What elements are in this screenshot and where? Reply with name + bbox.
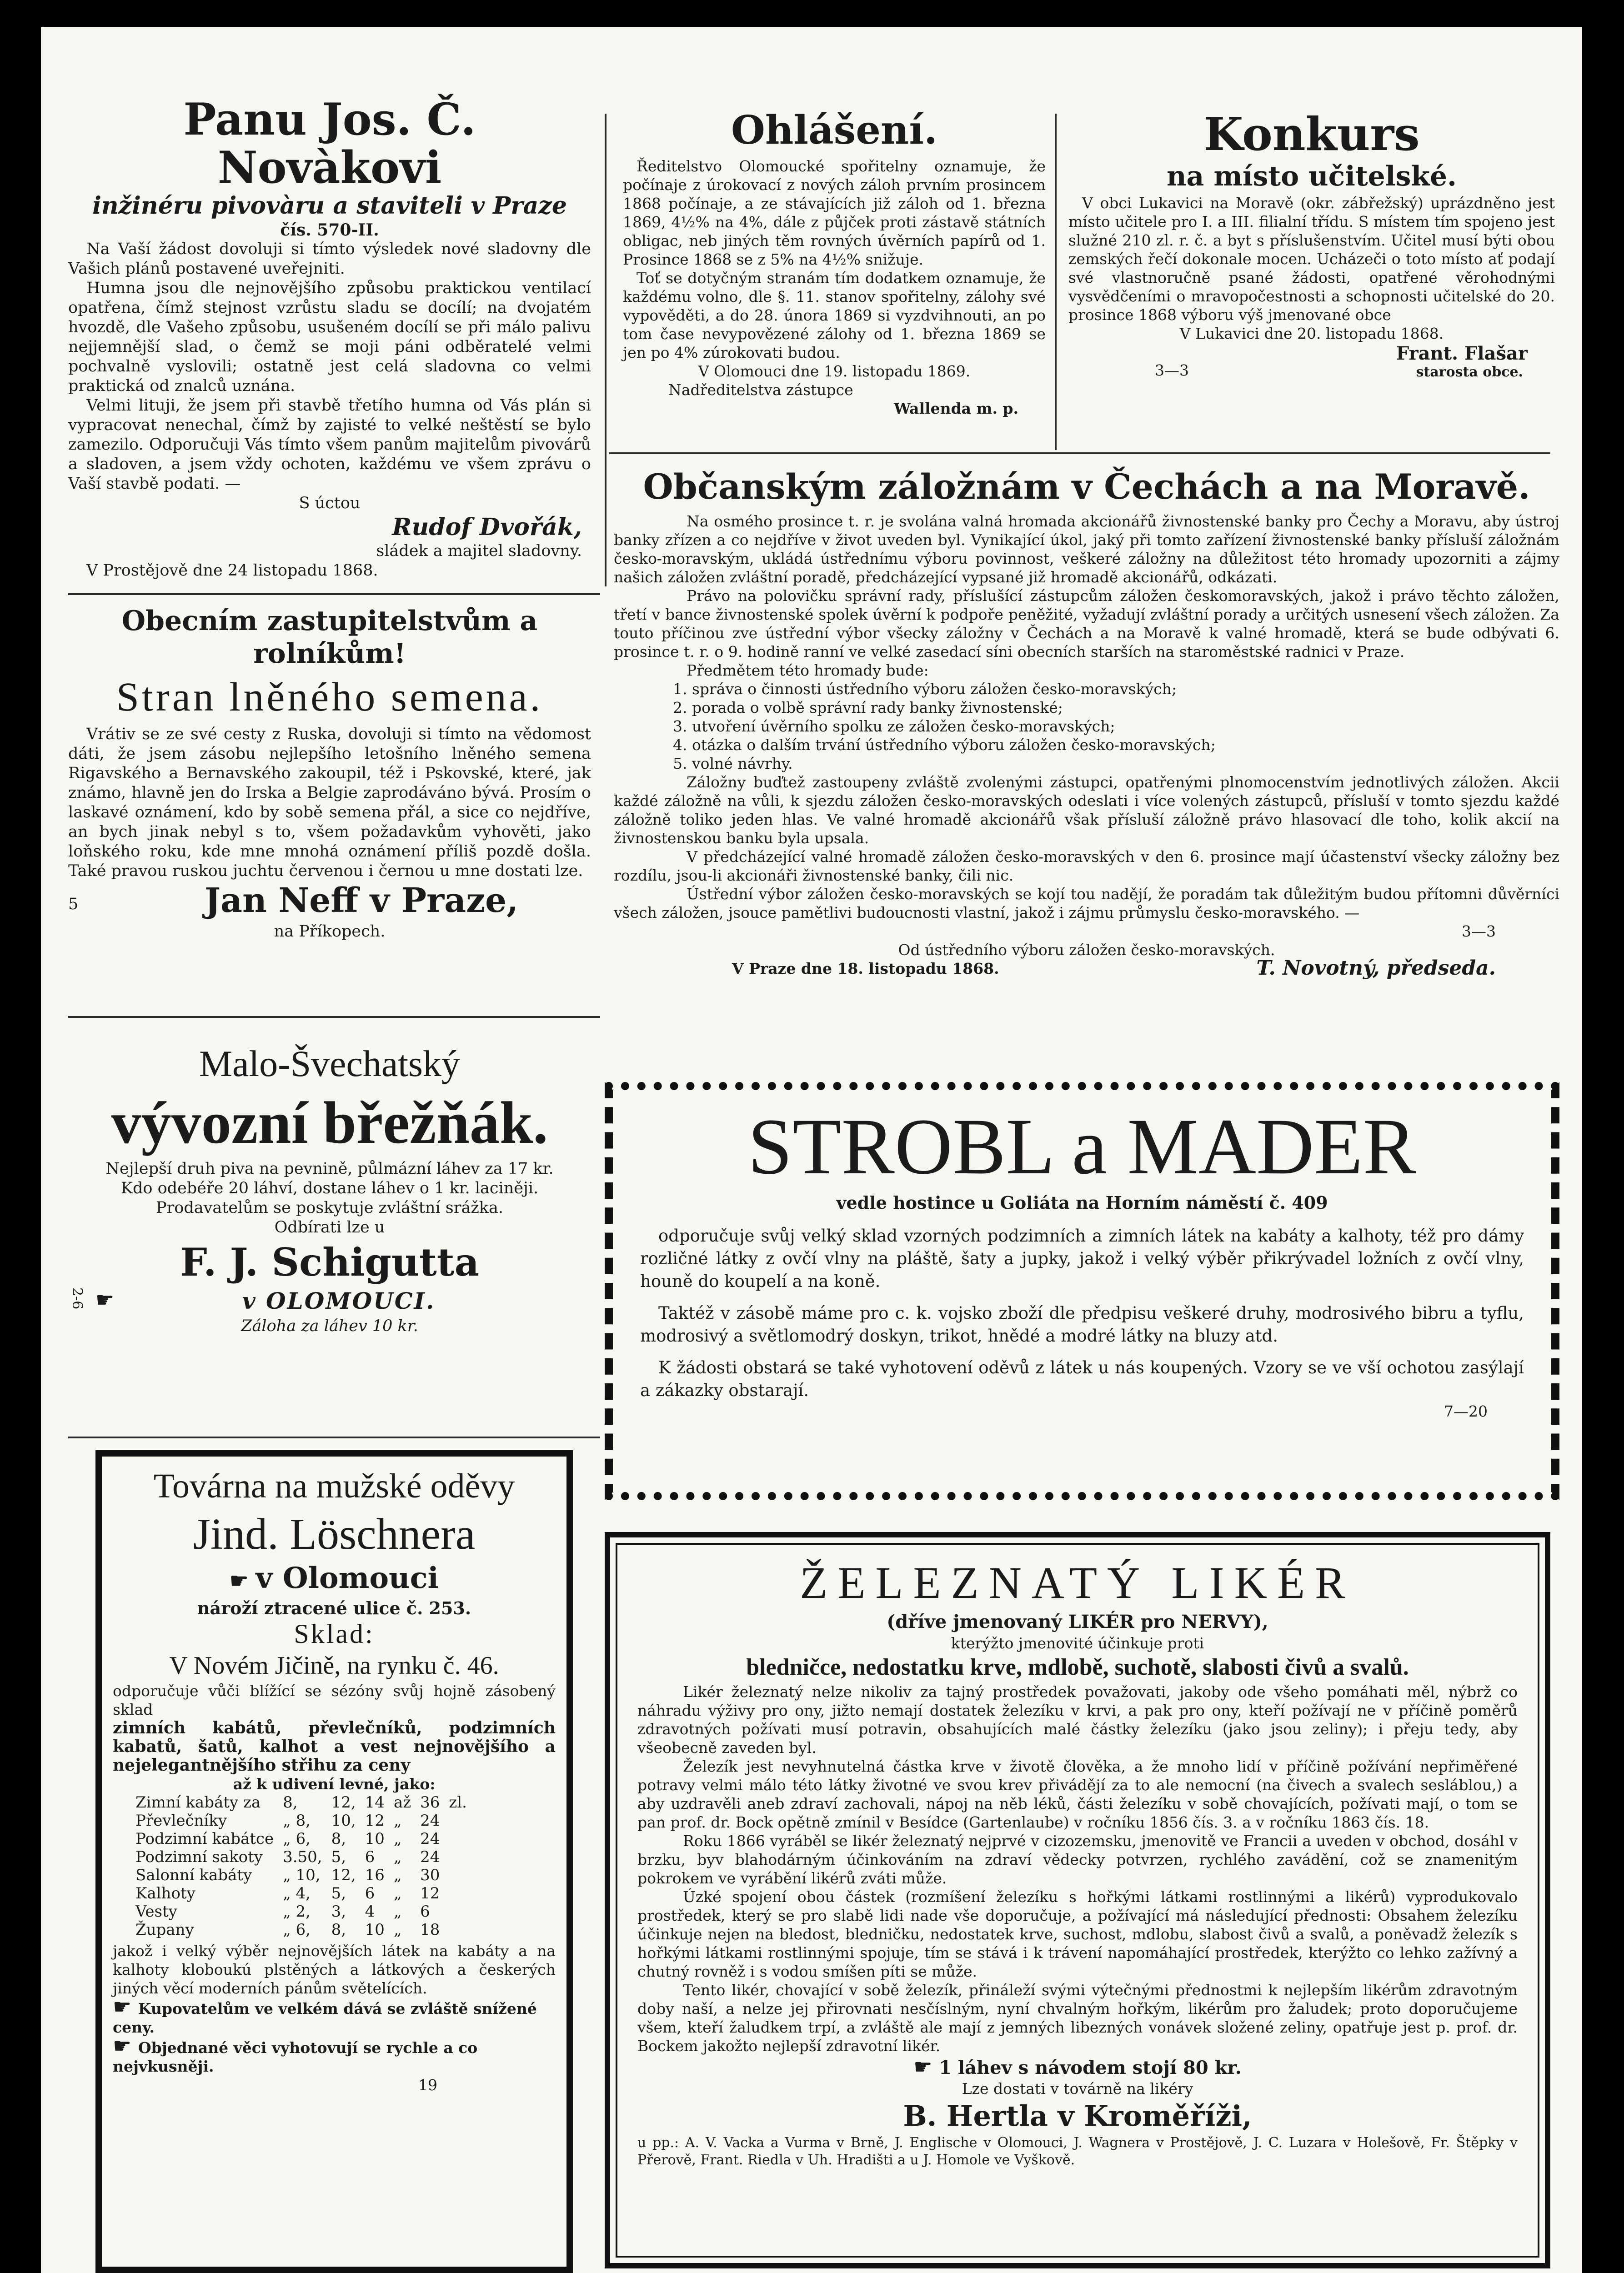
price-row (131, 1793, 471, 1812)
price-row (131, 1866, 471, 1884)
price-cell (444, 1848, 471, 1866)
agenda-item: 4. otázka o dalším trvání ústředního výboru záložen česko-moravských; (673, 736, 1216, 754)
price-cell (444, 1903, 471, 1921)
signature-line: Nadředitelstva zástupce (668, 381, 853, 399)
pointing-hand-icon: ☛ (95, 1287, 115, 1312)
paragraph: odporučuje vůči blížící se sézóny svůj hojně zásobený sklad (113, 1682, 556, 1718)
price-cell: „ (393, 1848, 402, 1866)
ad-title: Ohlášení. (731, 107, 938, 153)
date: V Lukavici dne 20. listopadu 1868. (1179, 325, 1444, 342)
paragraph: Odbírati lze u (274, 1218, 385, 1237)
paragraph: jakož i velký výběr nejnovějších látek na kabáty a na kalhoty kloboukú plstěných a látkových a českerých jiných věcí moderních pánům světelících. (113, 1942, 556, 1997)
ad-flax-seed (68, 605, 591, 941)
price-cell: „ (393, 1921, 402, 1939)
advertiser-name: Jan Neff v Praze, (205, 881, 518, 920)
advertiser-city: v Olomouci (256, 1561, 439, 1595)
ad-teacher-competition (1068, 109, 1555, 384)
price-cell: „ 6, (283, 1921, 311, 1939)
paragraph: Likér železnatý nelze nikoliv za tajný prostředek považovati, jakoby ode všeho pomáhati měl, nýbrž co náhradu výživy pro ony, jižto nemají dostatek železíku v krvi, a pak pro ony, kteří požívají ne v příčině poměrů zdravotných požívati musí potravin, obsahujících malé částky železíku (jako jsou zeliny); i přeju tedy, aby všeobecně zaveden byl. (637, 1683, 1518, 1757)
price-cell: „ (393, 1830, 402, 1848)
ad-title: Jind. Löschnera (193, 1510, 476, 1559)
date: V Olomouci dne 19. listopadu 1869. (698, 362, 971, 380)
price-cell: 3.50, (283, 1848, 322, 1866)
agenda-item: 5. volné návrhy. (673, 755, 793, 773)
from-line: Od ústředního výboru záložen česko-moravských. (898, 941, 1275, 959)
price-cell: 36 (420, 1793, 440, 1812)
paragraph: Toť se dotyčným stranám tím dodatkem oznamuje, že každému volno, dle §. 11. stanov spořitelny, zálohy své vypověděti, a do 28. února 1869 si vyzdvihnouti, an po tom čase nevypovězené zálohy od 1. března 1869 se jen po 4% zúrokovati budou. (623, 269, 1046, 361)
price-cell: Vesty (135, 1903, 177, 1921)
paragraph: odporučuje svůj velký sklad vzorných podzimních a zimních látek na kabáty a kalhoty, též pro dámy rozličné látky z ovčí vlny na pláště, šaty a jupky, jakož i velký výběr přikrývadel ložních z ovčí vlny, houně do koupelí a na koně. (640, 1226, 1524, 1291)
agenda-heading: Předmětem této hromady bude: (687, 661, 929, 680)
advertiser-location: na Příkopech. (274, 922, 386, 941)
price-cell: 4 (365, 1903, 375, 1921)
availability: Lze dostati v továrně na likéry (962, 2080, 1193, 2098)
ad-savings-bank (623, 109, 1046, 418)
deposit-note: Záloha za láhev 10 kr. (241, 1317, 418, 1335)
price-row (131, 1921, 471, 1939)
price-cell: „ (393, 1884, 402, 1903)
price-cell: „ (393, 1812, 402, 1830)
ad-line2: vývozní břežňák. (111, 1089, 548, 1156)
price-cell: 6 (365, 1848, 375, 1866)
price-row (131, 1848, 471, 1866)
advertiser-name: F. J. Schigutta (180, 1240, 479, 1285)
price-cell: 10 (365, 1921, 385, 1939)
paragraph: Ústřední výbor záložen česko-moravských se kojí tou nadějí, že poradám tak důležitým budou přítomni důvěrníci všech záložen, jsouce pamětlivi budoucnosti vlastní, jakož i zájmu průmyslu česko-moravského. — (614, 885, 1559, 922)
side-mark: 2-6 (69, 1287, 85, 1310)
paragraph: Taktéž v zásobě máme pro c. k. vojsko zboží dle předpisu veškeré druhy, modrosivého bibru a tyflu, modrosivý a světlomodrý doskyn, trikot, hnědé a modré látky na bluzy atd. (640, 1303, 1524, 1346)
paragraph: V předcházející valné hromadě záložen česko-moravských v den 6. prosince mají účastenství všecky záložny bez rozdílu, jsou-li akcionáři živnostenské banky, čili nic. (614, 848, 1559, 885)
price-cell (444, 1866, 471, 1884)
price-cell (444, 1921, 471, 1939)
price-cell: „ 2, (283, 1903, 311, 1921)
ad-subtitle: (dříve jmenovaný LIKÉR pro NERVY), (887, 1611, 1268, 1632)
price-cell: „ (393, 1903, 402, 1921)
price-cell: 24 (420, 1848, 440, 1866)
paragraph: zimních kabátů, převlečníků, podzimních kabatů, šatů, kalhot a vest nejnovějšího a nejelegantnějšího střihu za ceny (113, 1718, 556, 1775)
note: Objednané věci vyhotovují se rychle a co nejvkusněji. (113, 2039, 478, 2075)
pointing-hand-icon: ☛ (913, 2054, 939, 2079)
agents: u pp.: A. V. Vacka a Vurma v Brně, J. Englische v Olomouci, J. Wagnera v Prostějově, J. C. Luzara v Holešově, Fr. Štěpky v Přerově, Frant. Riedla v Uh. Hradišti a u J. Homole ve Vyškově. (637, 2135, 1518, 2168)
price-cell: „ 4, (283, 1884, 311, 1903)
section-rule (68, 1016, 600, 1018)
price-cell: 30 (420, 1866, 440, 1884)
address: vedle hostince u Goliáta na Horním náměstí č. 409 (836, 1192, 1328, 1213)
ad-subtitle: na místo učitelské. (1166, 160, 1457, 192)
paragraph: Na osmého prosince t. r. je svolána valná hromada akcionářů živnostenské banky pro Čechy a Moravu, aby ústroj banky zřízen a co nejdříve v život uveden byl. Vynikající úkol, jaký při tomto zařízení živnostenské banky přísluší záložnám česko-moravským, ukládá ústřednímu výboru povinnost, veškeré záložny na důležitost této hromady upozorniti a zájmy našich záložen zvláštní poradě, předcházející vypsané již hromadě akcionářů, odkázati. (614, 512, 1559, 586)
ad-credit-unions (614, 466, 1559, 986)
signature-role: starosta obce. (1416, 364, 1523, 380)
section-rule (68, 1437, 600, 1438)
price-cell: 8, (283, 1793, 298, 1812)
pointing-hand-icon: ☛ (230, 1568, 256, 1593)
agenda-item: 1. správa o činnosti ústředního výboru záložen česko-moravských; (673, 680, 1177, 698)
paragraph: Železík jest nevyhnutelná částka krve v životě člověka, a že mnoho lidí v příčině požívání nepřiměřené potravy velmi málo této látky životné ve svou krev přivádějí za to ale nemocní (na čivech a svalech sesláblou,) a aby uzdravěli aneb zdraví zachovali, nápoj na něb léků, části železíku v sobě chovajících, požívati mají, o tom se pan prof. dr. Bock opětně zmínil v Besídce (Gartenlaube) v ročníku 1856 čís. 3. a v ročníku 1863 čís. 18. (637, 1757, 1518, 1831)
signature: T. Novotný, předseda. (1256, 956, 1496, 980)
pointing-hand-icon: ☛ (113, 1994, 138, 2019)
ad-number: čís. 570-II. (280, 220, 379, 240)
agenda-item: 3. utvoření úvěrního spolku ze záložen česko-moravských; (673, 717, 1115, 736)
price: 1 láhev s návodem stojí 80 kr. (939, 2057, 1242, 2078)
ad-subtitle: inžinéru pivovàru a staviteli v Praze (92, 192, 567, 220)
issue-mark: 7—20 (1444, 1402, 1488, 1420)
branch-address: V Novém Jičině, na rynku č. 46. (169, 1652, 499, 1680)
agenda-list (614, 680, 1559, 773)
ad-title: STROBL a MADER (748, 1102, 1416, 1191)
price-cell: 18 (420, 1921, 440, 1939)
paragraph: Nejlepší druh piva na pevnině, půlmázní láhev za 17 kr. (105, 1160, 554, 1178)
ad-beer (68, 1041, 591, 1336)
price-row (131, 1903, 471, 1921)
paragraph: Prodavatelům se poskytuje zvláštní srážka. (156, 1199, 503, 1217)
price-cell: 12, (331, 1793, 356, 1812)
paragraph: Velmi lituji, že jsem při stavbě třetího humna od Vás plán si vypracovat nenechal, čímž by zajisté to velké neštěstí se bylo zamezilo. Odporučuji Vás tímto všem panům majitelům pivovárů a sladoven, a jsem vždy ochoten, každému ve všem zprávu o Vaší stavbě podati. — (68, 396, 591, 493)
signature-role: sládek a majitel sladovny. (376, 542, 582, 561)
price-cell: zl. (449, 1793, 467, 1812)
price-cell: 12 (365, 1812, 385, 1830)
ad-strobl-frame (605, 1082, 1559, 1500)
paragraph: Ředitelstvo Olomoucké spořitelny oznamuje, že počínaje z úrokovací z nových záloh prvním prosincem 1868 počínaje, a ze stávajících již záloh od 1. března 1869, 4½% na 4%, dále z půjček proti zástavě státních obligac, neb jiných těm rovných úvěrních papírů od 1. Prosince 1868 se z 5% na 4½% snižuje. (623, 157, 1046, 268)
price-row (131, 1884, 471, 1903)
ad-title: Továrna na mužské oděvy (153, 1467, 515, 1505)
paragraph: Záložny buďtež zastoupeny zvláště zvolenými zástupci, opatřenými plnomocenstvím jednotlivých záložen. Akcii každé záložně na vůli, k sjezdu záložen česko-moravských odeslati i více volených zástupců, přísluší v tomto sjezdu každé záložně toliko jeden hlas. Ve valné hromadě akcionářů však přísluší záložně právo hlasovací dle toho, kolik akcií na živnostenskou banku byla upsala. (614, 773, 1559, 847)
price-cell: „ (393, 1866, 402, 1884)
maker: B. Hertla v Kroměříži, (903, 2099, 1252, 2133)
signature: Rudof Dvořák, (392, 513, 582, 541)
ad-title: ŽELEZNATÝ LIKÉR (800, 1557, 1355, 1608)
advertiser-city: v OLOMOUCI. (242, 1287, 436, 1314)
agenda-item: 2. porada o volbě správní rady banky živnostenské; (673, 699, 1063, 717)
ad-title: Panu Jos. Č. Novàkovi (183, 94, 476, 193)
price-cell (444, 1884, 471, 1903)
paragraph: Tento likér, chovající v sobě železík, přináleží svými výtečnými přednostmi k nejlepším likérům zdravotným doby naší, a nelze jej přirovnati nesčíslným, nyní chvalným hořkým, likérům pro žaludek; proto doporučujeme všem, kteří žaludkem trpí, a zvláště ale mají z jemných libezných vonávek složené zeliny, opatřuje jest p. prof. dr. Bockem jakožto nejlepší zdravotní likér. (637, 1981, 1518, 2055)
ad-title: Konkurs (1203, 107, 1420, 161)
ad-subtitle: kterýžto jmenovité účinkuje proti (951, 1634, 1204, 1652)
price-cell: 16 (365, 1866, 385, 1884)
price-cell: Župany (135, 1921, 194, 1939)
issue-mark: 3—3 (1462, 922, 1496, 941)
price-cell: 6 (420, 1903, 430, 1921)
price-cell: 5, (331, 1884, 346, 1903)
pointing-hand-icon: ☛ (113, 2033, 138, 2058)
note: Kupovatelům ve velkém dává se zvláště snížené ceny. (113, 2000, 537, 2036)
price-cell: 10, (331, 1812, 356, 1830)
paragraph: Vrátiv se ze své cesty z Ruska, dovoluji si tímto na vědomost dáti, že jsem zásobu nejlepšího letošního lněného semena Rigavského a Bernavského zakoupil, též i Pskovské, které, jak známo, hlavně jen do Irska a Belgie zaprodáváno bývá. Prosím o laskavé oznámení, kdo by sobě semena přál, a sice co nejdříve, an bych jinak nebyl s to, všem požadavkům vyhověti, jako loňského roku, kde mne mnohá oznámení příliš pozdě došla. Také pravou ruskou juchtu červenou i černou u mne dostati lze. (68, 725, 591, 880)
price-cell: 3, (331, 1903, 346, 1921)
newspaper-page (41, 27, 1582, 2273)
price-cell: „ 6, (283, 1830, 311, 1848)
price-cell: Zimní kabáty za (135, 1793, 261, 1812)
price-cell (444, 1830, 471, 1848)
paragraph: Kdo odebéře 20 láhví, dostane láhev o 1 kr. laciněji. (120, 1179, 539, 1197)
sklad-heading: Sklad: (294, 1619, 375, 1649)
paragraph: Právo na polovičku správní rady, příslušící zástupcům záložen českomoravských, jakož i právo těchto záložen, třetí v bance živnostenské spolek úvěrní k podpoře peněžité, vyžadují zvláštní porady a určitých usnesení všech záložen. Za touto příčinou zve ústřední výbor všecky záložny v Čechách a na Moravě k valné hromadě, která se bude odbývati 6. prosince t. r. o 9. hodině ranní ve velké zasedací síni obecních starších na staroměstské radnici v Praze. (614, 587, 1559, 661)
address: nároží ztracené ulice č. 253. (197, 1598, 471, 1618)
column-rule (605, 114, 606, 586)
price-cell: Kalhoty (135, 1884, 195, 1903)
paragraph: Na Vaší žádost dovoluji si tímto výsledek nové sladovny dle Vašich plánů postavené uveřejniti. (68, 240, 591, 278)
price-cell: 10 (365, 1830, 385, 1848)
price-cell: 24 (420, 1830, 440, 1848)
signature: Wallenda m. p. (893, 399, 1018, 417)
paragraph: Úzké spojení obou částek (rozmíšení železíku s hořkými látkami rostlinnými a likérů) vyprodukovalo prostředek, který se pro slabě lidi nade vše doporučuje, a požívající má následující přednosti: Obsahem železíku účinkuje nejen na bledost, bledničku, nedostatek krve, suchost, mdlobu, slabost čivů a svalů, a poněvadž železík s hořkými látkami rostlinnými spojuje, tím se stává i k trávení napomáhající prostředek, kterýžto co lehko zažívný a chutný rovněž i s vodou smíšen píti se může. (637, 1888, 1518, 1980)
ad-novak (68, 95, 591, 581)
price-cell: až (393, 1793, 411, 1812)
ad-iron-liqueur-frame (605, 1532, 1550, 2268)
regards: S úctou (299, 494, 361, 513)
paragraph: Roku 1866 vyráběl se likér železnatý nejprvé v cizozemsku, jmenovitě ve Francii a uveden v obchod, dosáhl v brzku, byv blahodárným účinkováním na zdraví vědecky potvrzen, rychlého zavádění, což se znamenitým pokrokem ve vyrábění likérů zváti může. (637, 1832, 1518, 1887)
price-table (131, 1793, 471, 1939)
price-cell: „ 8, (283, 1812, 311, 1830)
prices-heading: až k udivení levné, jako: (233, 1775, 436, 1793)
price-cell: 8, (331, 1921, 346, 1939)
price-cell (444, 1812, 471, 1830)
date: V Prostějově dne 24 listopadu 1868. (86, 561, 378, 580)
ad-title: Obecním zastupitelstvům a rolníkům! (121, 605, 538, 670)
ad-heading: Stran lněného semena. (116, 675, 543, 720)
paragraph: V obci Lukavici na Moravě (okr. zábřežský) uprázdněno jest místo učitele pro I. a III. filialní třídu. S místem tím spojeno jest služné 210 zl. r. č. a byt s příslušenstvím. Učitel musí býti obou zemských řečí dokonale mocen. Ucházeči o toto místo ať podají své vlastnoručně psané žádosti, opatřené věrohodnými vysvědčeními o mravopočestnosti a schopnosti učitelské do 20. prosince 1868 výboru výš jmenované obce (1068, 194, 1555, 324)
issue-mark: 3—3 (1155, 361, 1189, 379)
ad-loschner-frame (95, 1450, 573, 2273)
ad-line1: Malo-Švechatský (199, 1043, 460, 1084)
issue-mark: 19 (418, 2076, 437, 2094)
price-cell: 5, (331, 1848, 346, 1866)
price-cell: „ 10, (283, 1866, 321, 1884)
paragraph: Humna jsou dle nejnovějšího způsobu praktickou ventilací opatřena, čímž stejnost vzrůstu sladu se docílí; na dvojatém hvozdě, dle Vašeho způsobu, usušeném docílí se při málo palivu nejjemnější slad, o čemž se moji páni odběratelé velmi pochvalně vyslovili; ostatně jest celá sladovna co velmi praktická od znalců uznána. (68, 279, 591, 396)
price-cell: Podzimní kabátce (135, 1830, 274, 1848)
price-cell: 8, (331, 1830, 346, 1848)
column-rule (1055, 114, 1057, 450)
section-rule (609, 452, 1550, 454)
price-cell: 12 (420, 1884, 440, 1903)
section-rule (68, 593, 600, 595)
price-row (131, 1812, 471, 1830)
price-cell: 6 (365, 1884, 375, 1903)
paragraph: K žádosti obstará se také vyhotovení oděvů z látek u nás koupených. Vzory se ve vší ochotou zasýlají a zákazky obstarají. (640, 1358, 1524, 1400)
price-row (131, 1830, 471, 1848)
price-cell: Salonní kabáty (135, 1866, 252, 1884)
price-cell: Převlečníky (135, 1812, 227, 1830)
price-cell: 24 (420, 1812, 440, 1830)
price-cell: Podzimní sakoty (135, 1848, 263, 1866)
ailments: bledničce, nedostatku krve, mdlobě, suchotě, slabosti čivů a svalů. (746, 1654, 1409, 1680)
issue-mark: 5 (68, 895, 79, 913)
price-cell: 14 (365, 1793, 385, 1812)
date: V Praze dne 18. listopadu 1868. (732, 960, 999, 978)
price-cell: 12, (331, 1866, 356, 1884)
signature: Frant. Flašar (1396, 343, 1528, 364)
ad-title: Občanským záložnám v Čechách a na Moravě. (643, 466, 1530, 507)
